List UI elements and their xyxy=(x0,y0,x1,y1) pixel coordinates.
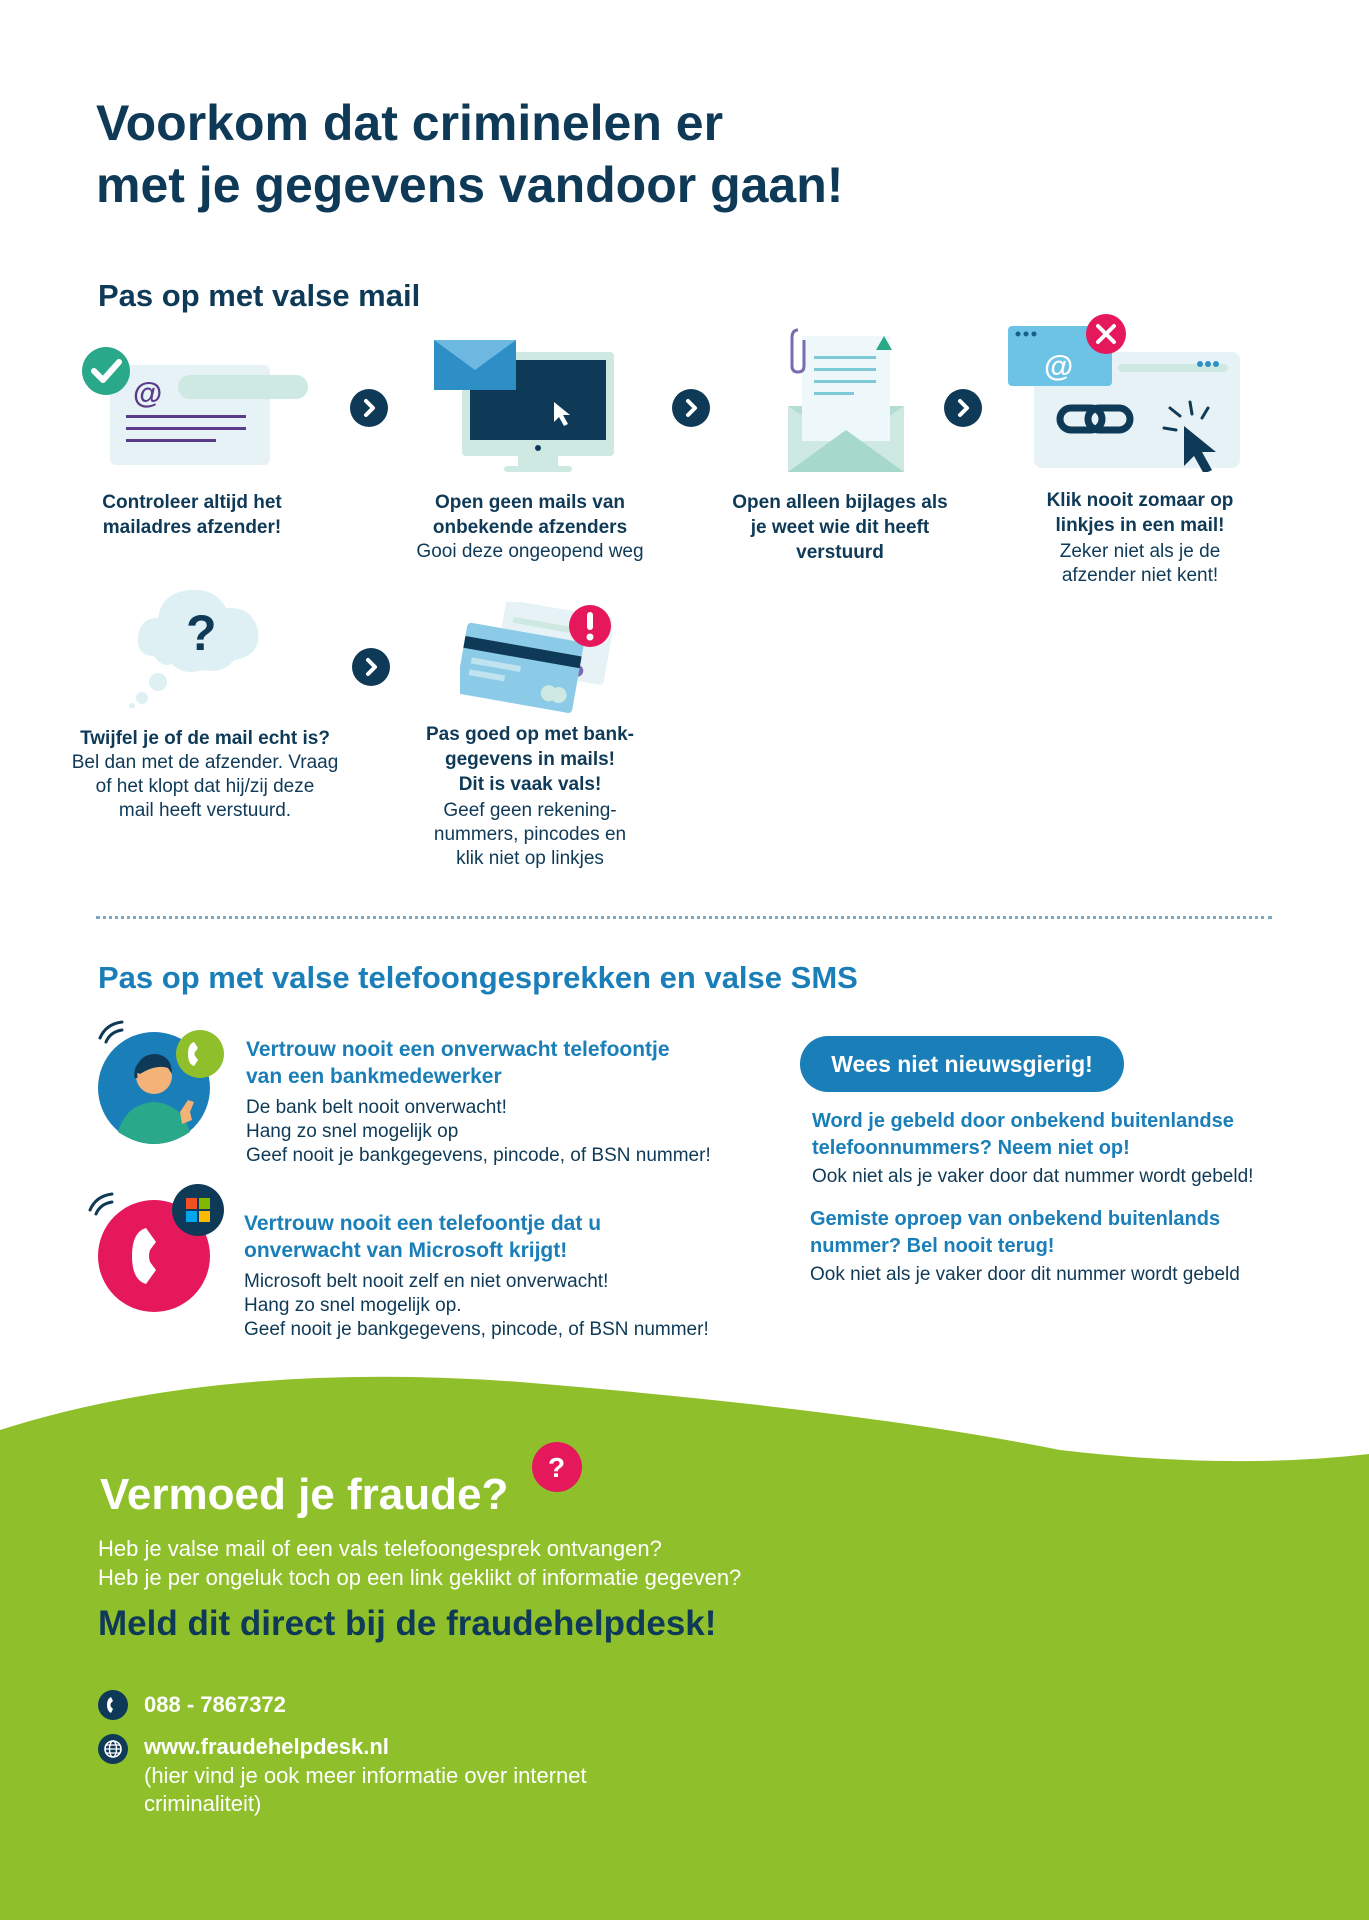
section-divider xyxy=(96,916,1272,919)
svg-text:?: ? xyxy=(186,605,217,661)
footer-intro-line: Heb je per ongeluk toch op een link geklikt of informatie gegeven? xyxy=(98,1565,742,1590)
step-desc xyxy=(50,751,360,823)
step-desc-line: mail heeft verstuurd. xyxy=(118,800,292,821)
step-desc-line: Geef geen rekening- xyxy=(443,800,617,821)
step-6 xyxy=(390,722,670,871)
page-title xyxy=(96,92,1096,216)
step-desc-line: Zeker niet als je de xyxy=(1059,541,1221,562)
tip-desc: Ook niet als je vaker door dit nummer wordt gebeld xyxy=(810,1264,1240,1285)
wees-niet-nieuwsgierig-badge: Wees niet nieuwsgierig! xyxy=(800,1036,1124,1092)
footer-cta: Meld dit direct bij de fraudehelpdesk! xyxy=(98,1604,717,1643)
phone-icon xyxy=(98,1690,128,1720)
phone-item-line: Geef nooit je bankgegevens, pincode, of BSN nummer! xyxy=(246,1145,711,1166)
arrow-next-icon xyxy=(672,389,710,427)
step-title xyxy=(50,726,360,751)
step-desc xyxy=(390,799,670,871)
arrow-next-icon xyxy=(352,648,390,686)
question-cloud-icon xyxy=(124,578,264,708)
phone-item-microsoft xyxy=(244,1210,764,1342)
link-click-icon xyxy=(1008,312,1242,472)
phone-item-bank xyxy=(246,1036,766,1168)
step-title xyxy=(1000,488,1280,538)
footer-title: Vermoed je fraude? xyxy=(100,1470,509,1519)
bank-employee-call-icon xyxy=(96,1016,226,1144)
step-title-line: Klik nooit zomaar op xyxy=(1046,490,1234,511)
step-title-line: onbekende afzenders xyxy=(432,517,628,538)
step-title-line: Pas goed op met bank- xyxy=(426,724,634,745)
tip-title xyxy=(812,1108,1332,1162)
phone-item-lines xyxy=(246,1096,766,1168)
phone-item-lines xyxy=(244,1270,764,1342)
tip-title-line: nummer? Bel nooit terug! xyxy=(810,1235,1055,1257)
phone-section-title: Pas op met valse telefoongesprekken en valse SMS xyxy=(98,960,858,995)
footer-website-note-line: (hier vind je ook meer informatie over internet xyxy=(144,1763,587,1788)
step-desc-line: Gooi deze ongeopend weg xyxy=(416,541,644,562)
tip-foreign-number xyxy=(812,1108,1332,1188)
phone-item-line: Microsoft belt nooit zelf en niet onverwacht! xyxy=(244,1271,609,1292)
step-desc-line: klik niet op linkjes xyxy=(456,848,604,869)
svg-text:?: ? xyxy=(548,1452,566,1483)
step-title-line: gegevens in mails! xyxy=(444,749,615,770)
phone-item-title-line: Vertrouw nooit een telefoontje dat u xyxy=(244,1212,602,1235)
phone-item-line: Hang zo snel mogelijk op xyxy=(246,1121,459,1142)
phone-item-line: De bank belt nooit onverwacht! xyxy=(246,1097,507,1118)
step-title-line: Twijfel je of de mail echt is? xyxy=(80,728,330,749)
tip-missed-call xyxy=(810,1206,1330,1286)
tip-desc: Ook niet als je vaker door dat nummer wordt gebeld! xyxy=(812,1166,1254,1187)
step-title-line: Open alleen bijlages als xyxy=(732,492,948,513)
footer-website-link[interactable]: www.fraudehelpdesk.nl xyxy=(144,1734,389,1759)
monitor-envelope-icon xyxy=(434,340,614,475)
phone-item-title xyxy=(244,1210,764,1264)
page-title-line-1: Voorkom dat criminelen er xyxy=(96,95,724,151)
tip-title-line: Word je gebeld door onbekend buitenlandse xyxy=(812,1110,1234,1132)
envelope-attachment-icon xyxy=(776,326,906,474)
microsoft-call-icon xyxy=(86,1184,226,1314)
bank-card-warning-icon xyxy=(460,602,612,714)
phone-item-title xyxy=(246,1036,766,1090)
question-badge-icon xyxy=(532,1442,582,1492)
arrow-next-icon xyxy=(350,389,388,427)
tip-title xyxy=(810,1206,1330,1260)
tip-title-line: Gemiste oproep van onbekend buitenlands xyxy=(810,1208,1221,1230)
step-desc xyxy=(380,540,680,564)
phone-item-line: Hang zo snel mogelijk op. xyxy=(244,1295,462,1316)
step-title-line: mailadres afzender! xyxy=(102,517,282,538)
step-1 xyxy=(62,490,322,540)
step-title-line: Dit is vaak vals! xyxy=(458,774,602,795)
footer-green-wave xyxy=(0,1370,1369,1920)
step-desc-line: of het klopt dat hij/zij deze xyxy=(95,776,315,797)
footer-intro-line: Heb je valse mail of een vals telefoongesprek ontvangen? xyxy=(98,1536,662,1561)
step-title-line: Open geen mails van xyxy=(434,492,626,513)
step-desc-line: afzender niet kent! xyxy=(1061,565,1219,586)
mail-section-title: Pas op met valse mail xyxy=(98,278,421,313)
arrow-next-icon xyxy=(944,389,982,427)
step-5 xyxy=(50,726,360,823)
svg-text:@: @ xyxy=(133,377,163,410)
step-title-line: je weet wie dit heeft xyxy=(750,517,930,538)
phone-item-title-line: Vertrouw nooit een onverwacht telefoontje xyxy=(246,1038,670,1061)
step-title xyxy=(62,490,322,540)
footer-phone-number[interactable]: 088 - 7867372 xyxy=(144,1692,286,1717)
step-title-line: Controleer altijd het xyxy=(102,492,282,513)
step-desc-line: Bel dan met de afzender. Vraag xyxy=(71,752,339,773)
phone-item-line: Geef nooit je bankgegevens, pincode, of BSN nummer! xyxy=(244,1319,709,1340)
step-desc xyxy=(1000,540,1280,588)
email-address-check-icon xyxy=(78,345,308,465)
footer-intro xyxy=(98,1534,741,1592)
step-title xyxy=(700,490,980,565)
page-title-line-2: met je gegevens vandoor gaan! xyxy=(96,157,844,213)
step-4 xyxy=(1000,488,1280,588)
step-2 xyxy=(380,490,680,564)
step-title-line: linkjes in een mail! xyxy=(1055,515,1225,536)
step-3 xyxy=(700,490,980,565)
step-title xyxy=(390,722,670,797)
footer-website-note-line: criminaliteit) xyxy=(144,1791,262,1816)
phone-item-title-line: van een bankmedewerker xyxy=(246,1065,502,1088)
step-title xyxy=(380,490,680,540)
svg-text:@: @ xyxy=(1044,350,1074,383)
tip-title-line: telefoonnummers? Neem niet op! xyxy=(812,1137,1130,1159)
step-title-line: verstuurd xyxy=(796,542,884,563)
phone-item-title-line: onverwacht van Microsoft krijgt! xyxy=(244,1239,568,1262)
step-desc-line: nummers, pincodes en xyxy=(433,824,627,845)
footer-website-note xyxy=(144,1762,587,1818)
globe-icon xyxy=(98,1734,128,1764)
